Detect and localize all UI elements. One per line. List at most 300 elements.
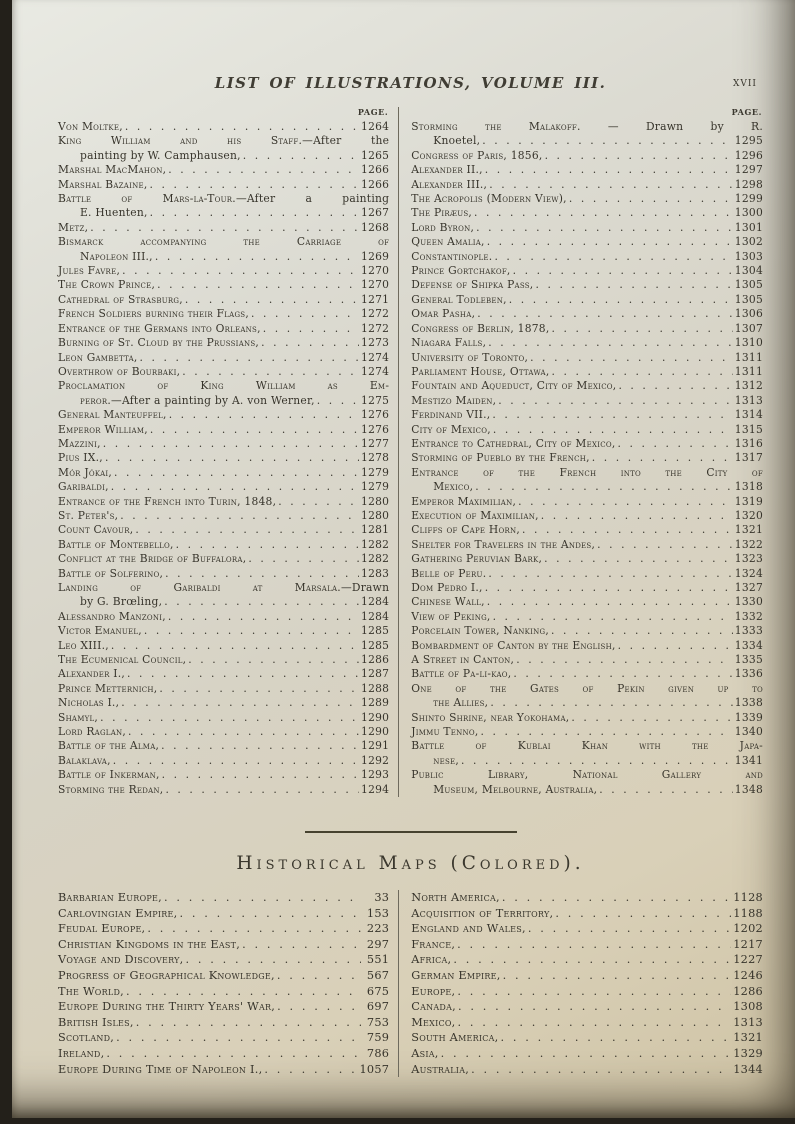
toc-entry-page: 1305: [734, 292, 763, 306]
toc-entry-text: the Allies,: [433, 696, 489, 710]
toc-entry: [58, 134, 389, 163]
toc-entry-text: Congress of Berlin, 1878,: [411, 321, 550, 335]
toc-entry: [58, 768, 389, 782]
leader-dots: [185, 293, 359, 307]
toc-entry-page: 1280: [361, 508, 390, 522]
toc-entry-page: 1310: [734, 336, 763, 350]
toc-entry: [58, 192, 389, 221]
leader-dots: [144, 624, 359, 638]
toc-entry-text: Emperor Maximilian,: [411, 494, 517, 508]
toc-entry-text: One of the Gates of Pekin given up to: [411, 681, 763, 695]
toc-entry-first-line: [58, 235, 389, 249]
toc-entry-page: 1302: [734, 235, 763, 249]
toc-entry-label: [411, 725, 478, 739]
maps-heading: Historical Maps (Colored).: [236, 853, 585, 875]
toc-entry-page: 1317: [734, 451, 763, 465]
toc-entry-text: Asia,: [411, 1047, 439, 1061]
toc-entry-label: [58, 307, 249, 321]
leader-dots: [157, 278, 359, 292]
toc-entry-label: [411, 235, 484, 249]
toc-entry-page: 223: [366, 922, 390, 936]
leader-dots: [105, 451, 359, 465]
toc-entry-label: [411, 952, 451, 968]
toc-entry: [58, 890, 389, 906]
toc-entry-text: The Acropolis (Modern View),: [411, 192, 567, 206]
leader-dots: [488, 567, 732, 581]
toc-entry-label: [411, 783, 597, 797]
toc-entry-page: 1279: [361, 480, 390, 494]
leader-dots: [592, 451, 733, 465]
toc-entry-page: 1333: [734, 624, 763, 638]
leader-dots: [186, 952, 362, 968]
toc-entry-page: 1268: [361, 220, 390, 234]
leader-dots: [114, 466, 359, 480]
toc-entry-text: Burning of St. Cloud by the Prussians,: [58, 336, 260, 350]
toc-entry-page: 1285: [361, 638, 390, 652]
toc-entry: [58, 365, 389, 379]
maps-list-right: [411, 890, 763, 1077]
toc-entry: [411, 322, 763, 336]
toc-entry: [411, 178, 763, 192]
toc-entry-label: [58, 552, 246, 566]
leader-dots: [140, 351, 359, 365]
toc-entry-text: Dom Pedro I.,: [411, 581, 483, 594]
page-content: [58, 0, 763, 1077]
toc-entry-page: 1304: [734, 264, 763, 278]
leader-dots: [263, 322, 359, 336]
toc-entry: [411, 365, 763, 379]
toc-entry-label: [411, 667, 511, 681]
maps-left-column: [58, 890, 399, 1077]
toc-entry-label: [58, 408, 167, 422]
toc-entry-page: 1286: [733, 984, 763, 998]
toc-entry-page: 1313: [733, 1015, 763, 1029]
toc-entry-text: The Ecumenical Council,: [58, 653, 187, 667]
toc-entry-page: 1316: [734, 436, 763, 450]
leader-dots: [485, 581, 733, 595]
toc-entry: [58, 523, 389, 537]
toc-entry: [411, 192, 763, 206]
toc-entry: [411, 264, 763, 278]
toc-entry-label: [411, 624, 549, 638]
toc-entry-first-line: [58, 134, 389, 148]
toc-entry: [411, 682, 763, 711]
toc-entry-text: General Todleben,: [411, 292, 507, 306]
toc-entry-label: [58, 394, 315, 408]
toc-entry: [58, 581, 389, 610]
leader-dots: [168, 163, 359, 177]
toc-entry-text: Barbarian Europe,: [58, 891, 162, 905]
toc-entry-text: Shinto Shrine, near Yokohama,: [411, 710, 570, 724]
toc-entry-page: 1280: [361, 494, 390, 508]
leader-dots: [277, 968, 361, 984]
toc-entry-label: [58, 451, 103, 465]
toc-entry-label: [58, 682, 157, 696]
toc-entry-page: 1323: [734, 552, 763, 566]
toc-entry-label: [58, 149, 241, 163]
leader-dots: [475, 480, 733, 494]
leader-dots: [277, 999, 361, 1015]
toc-entry: [411, 624, 763, 638]
toc-entry-text: The Crown Prince,: [58, 278, 156, 292]
toc-entry-label: [58, 696, 119, 710]
toc-entry-text: View of Peking,: [411, 609, 491, 623]
toc-entry: [58, 725, 389, 739]
toc-entry: [58, 293, 389, 307]
toc-entry: [411, 351, 763, 365]
leader-dots: [113, 754, 359, 768]
toc-entry-text: Bismarck accompanying the Carriage of: [58, 235, 390, 249]
toc-entry-text: Lord Byron,: [411, 220, 475, 234]
toc-entry-page: 1311: [734, 350, 763, 364]
toc-entry-text: Omar Pasha,: [411, 307, 476, 321]
toc-entry-text: Europe,: [411, 984, 456, 998]
toc-entry: [58, 495, 389, 509]
toc-entry-page: 1315: [734, 422, 763, 436]
leader-dots: [136, 1015, 362, 1031]
toc-entry: [58, 221, 389, 235]
toc-entry-label: [58, 509, 118, 523]
leader-dots: [492, 408, 732, 422]
page-header: [58, 74, 763, 92]
toc-entry-label: [411, 451, 590, 465]
toc-entry: [58, 937, 389, 953]
toc-entry: [411, 221, 763, 235]
toc-entry-first-line: [58, 192, 389, 206]
leader-dots: [541, 509, 733, 523]
leader-dots: [461, 754, 733, 768]
toc-entry: [58, 178, 389, 192]
toc-entry-label: [58, 984, 124, 1000]
toc-entry-text: Africa,: [411, 953, 452, 967]
toc-entry-page: 1332: [734, 609, 763, 623]
toc-entry: [58, 264, 389, 278]
toc-entry-label: [411, 711, 569, 725]
leader-dots: [503, 968, 732, 984]
toc-entry-label: [58, 595, 162, 609]
toc-entry-text: Niagara Falls,: [411, 336, 487, 350]
leader-dots: [111, 639, 359, 653]
toc-entry-page: 1269: [361, 249, 390, 263]
toc-entry-text: Entrance of the French into the City of: [411, 465, 763, 479]
toc-entry: [58, 610, 389, 624]
toc-entry-page: 1267: [361, 206, 390, 220]
toc-entry-text: Europe During Time of Napoleon I.,: [58, 1062, 263, 1076]
toc-entry-text: British Isles,: [58, 1015, 134, 1029]
toc-entry-text: Entrance to Cathedral, City of Mexico,: [411, 436, 616, 450]
toc-entry-text: Pius IX.,: [58, 451, 103, 465]
toc-entry-page: 697: [366, 1000, 390, 1014]
folio-number: xvii: [732, 74, 757, 90]
toc-entry-text: Prince Metternich,: [58, 681, 158, 695]
toc-entry-page: 1295: [734, 134, 763, 148]
illustrations-section: [58, 107, 763, 797]
toc-entry-label: [58, 639, 109, 653]
toc-entry: [411, 163, 763, 177]
toc-entry-page: 1298: [734, 177, 763, 191]
toc-entry-page: 1265: [361, 148, 390, 162]
leader-dots: [453, 952, 731, 968]
leader-dots: [599, 783, 733, 797]
toc-entry-text: —After a painting by A. von Werner,: [111, 393, 315, 407]
leader-dots: [494, 250, 732, 264]
toc-entry-text: Shelter for Travelers in the Andes,: [411, 537, 596, 551]
leader-dots: [516, 653, 733, 667]
leader-dots: [501, 1030, 732, 1046]
toc-entry-page: 1330: [734, 595, 763, 609]
toc-entry-label: [411, 379, 616, 393]
toc-entry-text: Storming the Redan,: [58, 782, 164, 796]
scanned-book-page: [12, 0, 795, 1118]
leader-dots: [458, 1015, 732, 1031]
leader-dots: [251, 307, 359, 321]
toc-entry-label: [411, 221, 474, 235]
maps-right-column: [399, 890, 763, 1077]
toc-entry-text: —After the: [302, 134, 390, 148]
toc-entry-text: Cliffs of Cape Horn,: [411, 523, 521, 537]
toc-entry-label: [411, 937, 455, 953]
toc-entry-text: Museum, Melbourne, Australia,: [433, 782, 598, 796]
toc-entry-label: [58, 921, 145, 937]
toc-entry-text: Alexander III.,: [411, 177, 488, 191]
toc-entry-text: Shamyl,: [58, 710, 99, 724]
toc-entry-page: 1336: [734, 667, 763, 681]
leader-dots: [125, 120, 359, 134]
toc-entry-text: nese,: [433, 753, 460, 767]
toc-entry-page: 1296: [734, 148, 763, 162]
toc-entry-text: North America,: [411, 891, 500, 905]
leader-dots: [116, 1030, 361, 1046]
leader-dots: [90, 221, 359, 235]
toc-entry: [411, 937, 763, 953]
toc-entry-label: [411, 278, 533, 292]
toc-entry-label: [411, 921, 526, 937]
toc-entry: [411, 667, 763, 681]
toc-entry-label: [58, 968, 275, 984]
toc-entry-page: 1279: [361, 465, 390, 479]
toc-entry-text: Mexico,: [411, 1015, 456, 1029]
toc-entry: [411, 1030, 763, 1046]
leader-dots: [513, 264, 733, 278]
toc-entry: [411, 552, 763, 566]
leader-dots: [100, 711, 359, 725]
toc-entry-text: Ireland,: [58, 1047, 105, 1061]
toc-entry: [58, 739, 389, 753]
leader-dots: [150, 178, 360, 192]
toc-entry: [411, 293, 763, 307]
toc-entry: [411, 921, 763, 937]
toc-entry-page: 1264: [361, 120, 390, 133]
toc-entry-text: Progress of Geographical Knowledge,: [58, 969, 275, 983]
toc-entry: [411, 595, 763, 609]
leader-dots: [111, 480, 359, 494]
toc-entry-label: [58, 1046, 104, 1062]
toc-entry-page: 1266: [361, 177, 390, 191]
toc-entry-label: [411, 984, 455, 1000]
toc-entry-page: 1321: [734, 523, 763, 537]
toc-entry-page: 1292: [361, 753, 390, 767]
toc-entry-page: 1318: [734, 480, 763, 494]
illustrations-list-left: [58, 120, 389, 797]
toc-entry-page: 1329: [733, 1047, 763, 1061]
toc-entry-page: 1246: [733, 969, 763, 983]
toc-entry-label: [58, 667, 125, 681]
toc-entry-label: [411, 365, 549, 379]
toc-entry-page: 1287: [361, 667, 390, 681]
toc-entry-label: [58, 250, 153, 264]
toc-entry: [58, 653, 389, 667]
toc-entry-label: [58, 1062, 262, 1078]
toc-entry: [411, 1062, 763, 1078]
toc-entry-label: [58, 221, 88, 235]
leader-dots: [485, 163, 733, 177]
toc-entry-label: [411, 408, 490, 422]
toc-entry-text: University of Toronto,: [411, 350, 529, 364]
leader-dots: [120, 509, 359, 523]
toc-entry-label: [58, 999, 275, 1015]
leader-dots: [597, 538, 733, 552]
toc-entry-text: German Empire,: [411, 969, 501, 983]
toc-entry-first-line: [58, 581, 389, 595]
toc-entry-page: 551: [366, 953, 390, 967]
toc-entry-label: [411, 206, 472, 220]
toc-entry-label: [58, 336, 259, 350]
leader-dots: [493, 423, 733, 437]
leader-dots: [126, 984, 361, 1000]
toc-entry-text: Alexander II.,: [411, 163, 483, 177]
leader-dots: [264, 1062, 357, 1078]
toc-entry-page: 1289: [361, 696, 390, 710]
toc-entry-text: Emperor William,: [58, 422, 148, 436]
toc-entry-page: 1284: [361, 609, 390, 623]
toc-entry: [58, 423, 389, 437]
leader-dots: [179, 906, 361, 922]
toc-entry: [58, 624, 389, 638]
leader-dots: [150, 423, 359, 437]
toc-entry-label: [411, 480, 473, 494]
toc-entry-label: [411, 538, 595, 552]
toc-entry-label: [411, 1030, 498, 1046]
toc-entry: [58, 682, 389, 696]
toc-entry-text: Conflict at the Bridge of Buffalora,: [58, 552, 247, 566]
toc-entry-text: Jules Favre,: [58, 264, 121, 278]
toc-entry-page: 1303: [734, 249, 763, 263]
leader-dots: [551, 624, 733, 638]
leader-dots: [159, 682, 359, 696]
toc-entry-page: 1338: [734, 696, 763, 710]
toc-entry-text: Canada,: [411, 1000, 456, 1014]
toc-entry-text: Europe During the Thirty Years' War,: [58, 1000, 276, 1014]
leader-dots: [169, 408, 359, 422]
page-title: LIST OF ILLUSTRATIONS, VOLUME III.: [214, 74, 607, 92]
toc-entry-page: 1306: [734, 307, 763, 321]
toc-entry-text: Entrance of the Germans into Orleans,: [58, 321, 261, 335]
toc-entry: [411, 984, 763, 1000]
toc-entry-label: [58, 567, 163, 581]
maps-section: [58, 890, 763, 1077]
toc-entry-page: 1283: [361, 566, 390, 580]
toc-entry-page: 1341: [734, 753, 763, 767]
toc-entry-label: [411, 906, 553, 922]
toc-entry-label: [58, 365, 180, 379]
toc-entry-page: 1266: [361, 163, 390, 177]
toc-entry: [411, 639, 763, 653]
toc-entry-page: 1322: [734, 537, 763, 551]
toc-entry-page: 1290: [361, 725, 390, 739]
toc-entry: [58, 120, 389, 134]
toc-entry-label: [58, 351, 138, 365]
toc-entry: [411, 610, 763, 624]
toc-entry-label: [58, 1030, 114, 1046]
toc-entry-label: [58, 495, 276, 509]
toc-entry: [411, 768, 763, 797]
toc-entry-label: [411, 610, 490, 624]
toc-entry: [411, 336, 763, 350]
toc-entry: [411, 739, 763, 768]
toc-entry-text: South America,: [411, 1031, 499, 1045]
toc-entry-page: 1271: [361, 292, 390, 306]
toc-entry: [58, 538, 389, 552]
toc-entry-label: [411, 192, 567, 206]
toc-entry-text: Mexico,: [433, 480, 474, 494]
toc-entry-text: Lord Raglan,: [58, 725, 127, 739]
leader-dots: [155, 250, 359, 264]
toc-entry-text: The Piræus,: [411, 206, 473, 220]
leader-dots: [182, 365, 359, 379]
toc-entry-text: Chinese Wall,: [411, 595, 485, 609]
toc-entry: [411, 567, 763, 581]
illustrations-left-column: [58, 107, 399, 797]
toc-entry-text: Marshal MacMahon,: [58, 163, 167, 177]
toc-entry-label: [58, 437, 101, 451]
toc-entry: [58, 408, 389, 422]
toc-entry-page: 1294: [361, 782, 390, 796]
toc-entry-text: Queen Amalia,: [411, 235, 485, 249]
toc-entry-label: [411, 567, 486, 581]
leader-dots: [165, 783, 359, 797]
toc-entry: [411, 968, 763, 984]
leader-dots: [493, 610, 733, 624]
toc-entry-page: 1320: [734, 508, 763, 522]
toc-entry-label: [58, 890, 162, 906]
toc-entry: [411, 906, 763, 922]
leader-dots: [106, 1046, 361, 1062]
maps-list-left: [58, 890, 389, 1077]
toc-entry: [58, 163, 389, 177]
toc-entry-first-line: [411, 120, 763, 134]
toc-entry: [58, 906, 389, 922]
leader-dots: [147, 921, 361, 937]
toc-entry-page: 1270: [361, 278, 390, 292]
leader-dots: [457, 937, 731, 953]
toc-entry-page: 1297: [734, 163, 763, 177]
toc-entry-page: 1188: [733, 906, 763, 920]
toc-entry-text: City of Mexico,: [411, 422, 491, 436]
leader-dots: [176, 538, 359, 552]
leader-dots: [161, 739, 359, 753]
leader-dots: [552, 365, 733, 379]
toc-entry-page: 1282: [361, 537, 390, 551]
toc-entry-label: [58, 739, 159, 753]
toc-entry-page: 1217: [733, 937, 763, 951]
toc-entry-label: [58, 768, 160, 782]
toc-entry-text: Nicholas I.,: [58, 696, 120, 710]
toc-entry-label: [411, 653, 514, 667]
toc-entry-label: [58, 725, 126, 739]
toc-entry-text: by G. Brœling,: [80, 595, 163, 609]
toc-entry: [58, 1030, 389, 1046]
toc-entry-label: [411, 968, 500, 984]
